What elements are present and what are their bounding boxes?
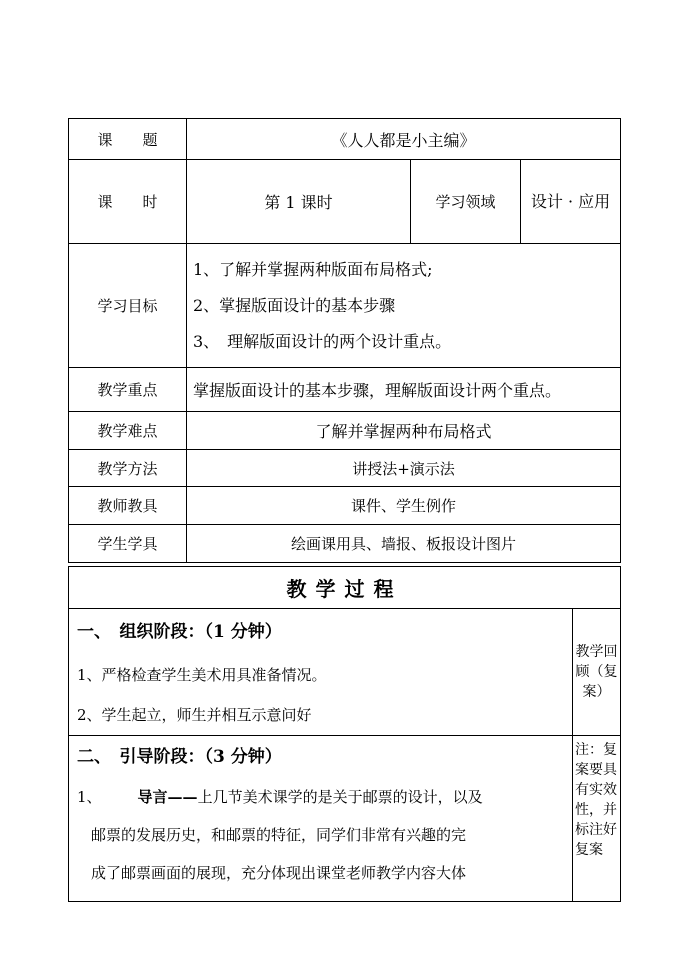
topic-row (69, 119, 621, 160)
period-row (69, 160, 621, 244)
stage2-paragraph-line: 邮票的发展历史，和邮票的特征，同学们非常有兴趣的完 (91, 826, 467, 844)
topic-value: 《人人都是小主编》 (187, 119, 621, 160)
method-value: 讲授法+演示法 (187, 450, 621, 487)
method-row (69, 450, 621, 487)
stage2-paragraph-first (69, 778, 572, 816)
stage2-row (69, 736, 621, 902)
difficulty-label: 教学难点 (69, 412, 187, 450)
stage1-title: 一、 组织阶段：（1 分钟） (77, 622, 282, 642)
process-table (68, 566, 621, 902)
key-points-label: 教学重点 (69, 368, 187, 412)
process-heading: 教学过程 (69, 567, 621, 609)
teacher-tools-label: 教师教具 (69, 487, 187, 525)
student-tools-label: 学生学具 (69, 525, 187, 563)
goals-cell (187, 244, 621, 368)
stage2-paragraph-line: 成了邮票画面的展现，充分体现出课堂老师教学内容大体 (91, 864, 467, 882)
difficulty-row (69, 412, 621, 450)
stage2-paragraph-text: 上几节美术课学的是关于邮票的设计，以及 (197, 788, 483, 806)
lesson-info-table (68, 118, 621, 563)
stage1-cell (69, 609, 573, 736)
domain-value: 设计 · 应用 (521, 160, 621, 244)
student-tools-value: 绘画课用具、墙报、板报设计图片 (187, 525, 621, 563)
stage2-item-number: 1、 (77, 788, 102, 806)
teacher-tools-row (69, 487, 621, 525)
teacher-tools-value: 课件、学生例作 (187, 487, 621, 525)
stage2-note: 注：复案要具有实效性，并标注好复案 (573, 736, 621, 902)
goal-item: 2、掌握版面设计的基本步骤 (193, 295, 396, 315)
stage1-note: 教学回顾（复案） (573, 609, 621, 736)
goal-item: 1、了解并掌握两种版面布局格式; (193, 259, 433, 279)
difficulty-value: 了解并掌握两种布局格式 (187, 412, 621, 450)
stage2-lead-term: 导言—— (137, 788, 198, 806)
stage2-title: 二、 引导阶段：（3 分钟） (77, 747, 282, 767)
key-points-value: 掌握版面设计的基本步骤，理解版面设计两个重点。 (187, 368, 621, 412)
key-points-row (69, 368, 621, 412)
stage1-item: 1、严格检查学生美术用具准备情况。 (77, 666, 327, 684)
process-heading-row (69, 567, 621, 609)
stage2-cell (69, 736, 573, 902)
student-tools-row (69, 525, 621, 563)
stage1-row (69, 609, 621, 736)
topic-label: 课 题 (69, 119, 187, 160)
method-label: 教学方法 (69, 450, 187, 487)
period-label: 课 时 (69, 160, 187, 244)
domain-label: 学习领域 (411, 160, 521, 244)
goal-item: 3、 理解版面设计的两个设计重点。 (193, 331, 452, 351)
stage1-item: 2、学生起立，师生并相互示意问好 (77, 706, 312, 724)
period-value: 第 1 课时 (187, 160, 411, 244)
goals-label: 学习目标 (69, 244, 187, 368)
goals-row (69, 244, 621, 368)
